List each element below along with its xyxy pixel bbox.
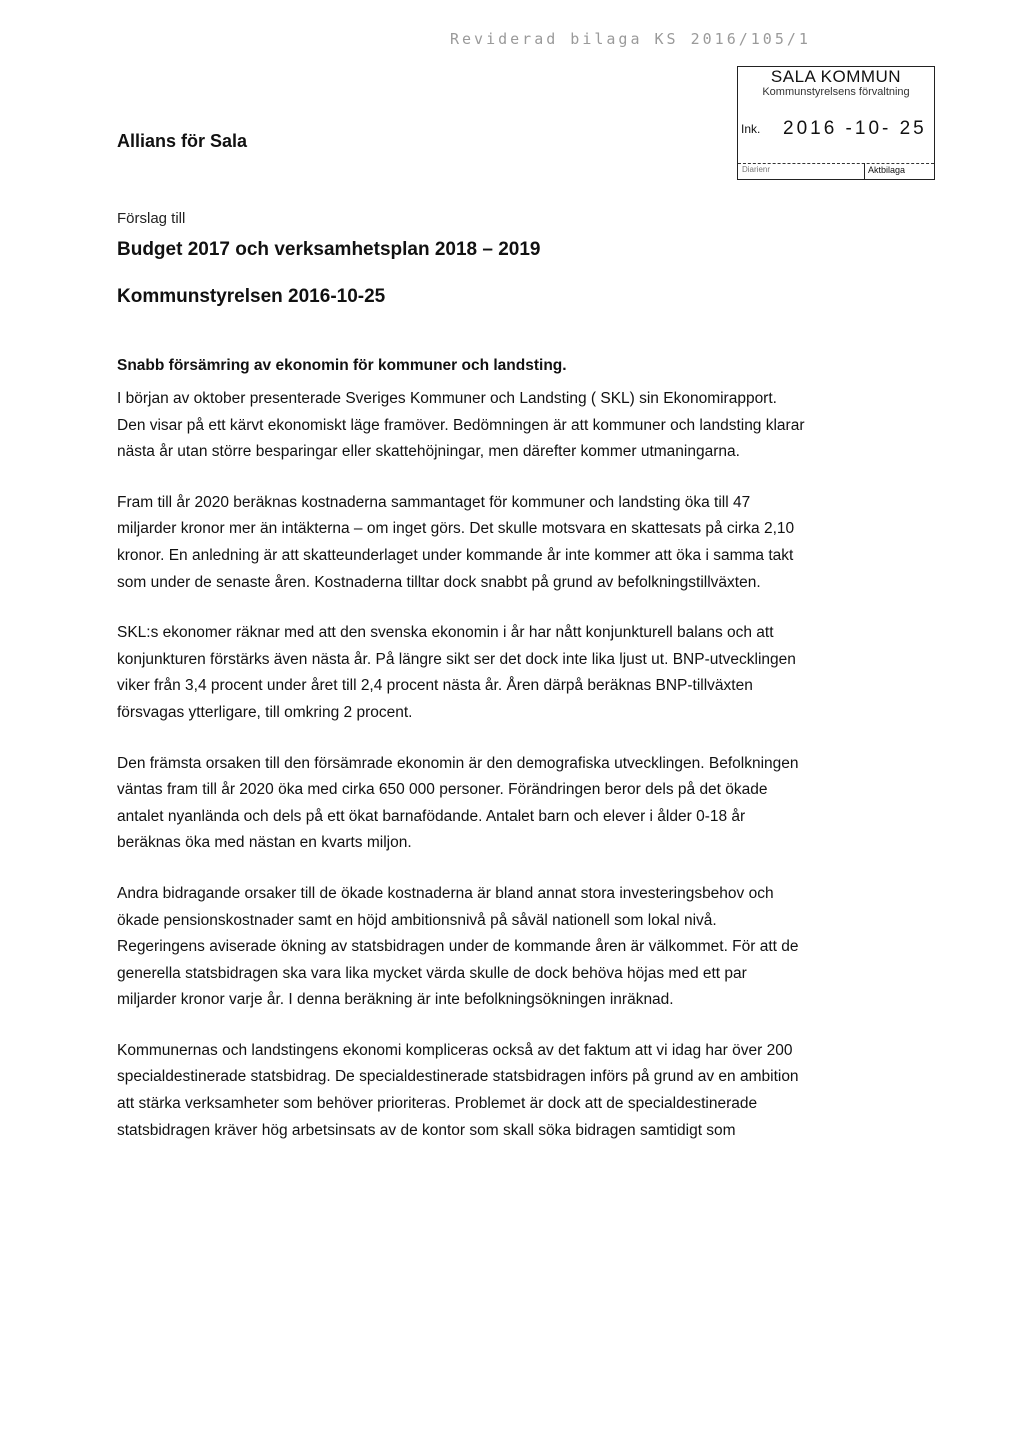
paragraph: Den främsta orsaken till den försämrade ekonomin är den demografiska utvecklingen. Befolkningen väntas fram till år 2020 öka med cirka 650 000 personer. Förändringen beror dels på det ökade antalet nyanlända och dels på ett ökat barnafödande. Antalet barn och elever i ålder 0-18 år beräknas öka med nästan en kvarts miljon. (117, 754, 799, 852)
receipt-divider (738, 163, 934, 164)
receipt-department: Kommunstyrelsens förvaltning (762, 86, 910, 98)
receipt-stamp (737, 66, 935, 180)
receipt-org: SALA KOMMUN (770, 67, 902, 86)
board-date: Kommunstyrelsen 2016-10-25 (117, 286, 386, 307)
section-heading: Snabb försämring av ekonomin för kommuner och landsting. (117, 357, 567, 374)
organization-name: Allians för Sala (117, 131, 248, 151)
paragraph: Kommunernas och landstingens ekonomi kompliceras också av det faktum att vi idag har över 200 specialdestinerade statsbidrag. De specialdestinerade statsbidragen införs på grund av en ambition att stärka verksamheter som behöver prioriteras. Problemet är dock att de specialdestinerade statsbidragen kräver hög arbetsinsats av de kontor som skall söka bidragen samtidigt som (117, 1041, 799, 1139)
receipt-ink-label: Ink. (741, 122, 761, 136)
header-stamp: Reviderad bilaga KS 2016/105/1 (450, 30, 811, 48)
paragraph: I början av oktober presenterade Sveriges Kommuner och Landsting ( SKL) sin Ekonomirapport. Den visar på ett kärvt ekonomiskt läge framöver. Bedömningen är att kommuner och landsting klarar nästa år utan större besparingar eller skattehöjningar, men därefter kommer utmaningarna. (117, 390, 805, 461)
paragraph: SKL:s ekonomer räknar med att den svenska ekonomin i år har nått konjunkturell balans och att konjunkturen förstärks även nästa år. På längre sikt ser det dock inte lika ljust ut. BNP-utvecklingen viker från 3,4 procent under året till 2,4 procent nästa år. Åren därpå beräknas BNP-tillväxten försvagas ytterligare, till omkring 2 procent. (117, 624, 796, 721)
receipt-aktbilaga-label: Aktbilaga (868, 165, 906, 175)
paragraph: Fram till år 2020 beräknas kostnaderna sammantaget för kommuner och landsting öka till 47 miljarder kronor mer än intäkterna – om inget görs. Det skulle motsvara en skattesats på cirka 2,10 kronor. En anledning är att skatteunderlaget under kommande år inte kommer att öka i samma takt som under de senaste åren. Kostnaderna tilltar dock snabbt på grund av befolkningstillväxten. (117, 493, 795, 591)
proposal-label: Förslag till (117, 210, 186, 227)
paragraph: Andra bidragande orsaker till de ökade kostnaderna är bland annat stora investeringsbehov och ökade pensionskostnader samt en höjd ambitionsnivå på såväl nationell som lokal nivå. Regeringens aviserade ökning av statsbidragen under de kommande åren är välkommet. För att de generella statsbidragen ska vara lika mycket värda skulle de dock behöva höjas med ett par miljarder kronor varje år. I denna beräkning är inte befolkningsökningen inräknad. (117, 884, 799, 1009)
receipt-column-divider (864, 163, 865, 179)
body-text (117, 386, 807, 1168)
budget-title: Budget 2017 och verksamhetsplan 2018 – 2019 (117, 239, 541, 260)
receipt-date: 2016 -10- 25 (783, 118, 927, 139)
receipt-diarienr-label: Diarienr (742, 165, 771, 174)
